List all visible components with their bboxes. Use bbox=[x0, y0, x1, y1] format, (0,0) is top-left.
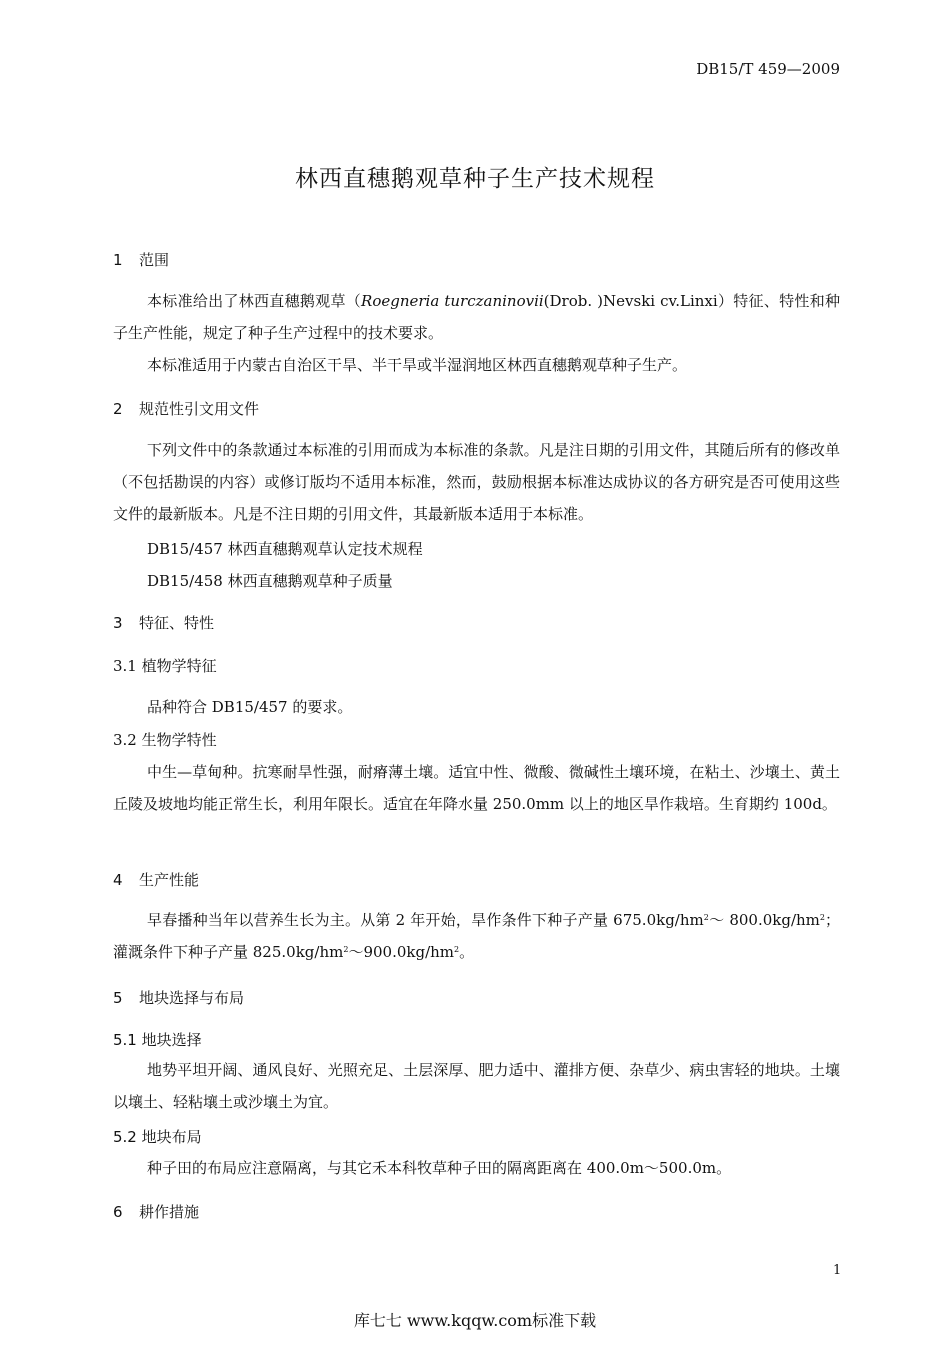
text: 。 bbox=[459, 943, 475, 961]
footer-watermark: 库七七 www.kqqw.com标准下载 bbox=[353, 1311, 597, 1330]
subsection-3-2-text: 中生—草甸种。抗寒耐旱性强，耐瘠薄土壤。适宜中性、微酸、微碱性土壤环境，在粘土、沙壤土、黄土丘陵及坡地均能正常生长，利用年限长。适宜在年降水量 250.0mm 以上的地区旱作栽培。生育期约 100d。 bbox=[113, 763, 840, 813]
subsection-5-1-heading: 5.1 地块选择 bbox=[113, 1031, 202, 1049]
subsection-3-2-heading: 3.2 生物学特性 bbox=[113, 731, 217, 749]
section-number: 4 bbox=[113, 871, 123, 889]
section-title: 特征、特性 bbox=[139, 614, 215, 632]
section-5-heading bbox=[113, 987, 244, 1008]
section-number: 6 bbox=[113, 1203, 123, 1221]
standard-code: DB15/T 459—2009 bbox=[696, 60, 840, 78]
section-number: 1 bbox=[113, 251, 123, 269]
section-3-heading bbox=[113, 612, 214, 633]
superscript: 2 bbox=[703, 913, 709, 922]
latin-name: Roegneria turczaninovii bbox=[361, 292, 544, 310]
page-number: 1 bbox=[833, 1263, 842, 1278]
subsection-5-2-text: 种子田的布局应注意隔离，与其它禾本科牧草种子田的隔离距离在 400.0m～500.0m。 bbox=[147, 1159, 732, 1177]
text: ～900.0kg/hm bbox=[348, 943, 455, 961]
section-4-paragraph bbox=[113, 904, 840, 968]
section-1-heading bbox=[113, 249, 169, 270]
section-2-heading bbox=[113, 398, 259, 419]
section-number: 3 bbox=[113, 614, 123, 632]
reference-1: DB15/457 林西直穗鹅观草认定技术规程 bbox=[147, 540, 423, 558]
section-4-heading bbox=[113, 869, 199, 890]
section-1-paragraph-1 bbox=[113, 285, 840, 349]
text: 本标准给出了林西直穗鹅观草（ bbox=[147, 292, 362, 310]
section-2-paragraph: 下列文件中的条款通过本标准的引用而成为本标准的条款。凡是注日期的引用文件，其随后所有的修改单（不包括勘误的内容）或修订版均不适用本标准，然而，鼓励根据本标准达成协议的各方研究是否可使用这些文件的最新版本。凡是不注日期的引用文件，其最新版本适用于本标准。 bbox=[113, 441, 840, 523]
subsection-3-1-text: 品种符合 DB15/457 的要求。 bbox=[147, 698, 353, 716]
subsection-5-1-text: 地势平坦开阔、通风良好、光照充足、土层深厚、肥力适中、灌排方便、杂草少、病虫害轻的地块。土壤以壤土、轻粘壤土或沙壤土为宜。 bbox=[113, 1061, 840, 1111]
section-6-heading bbox=[113, 1201, 199, 1222]
section-title: 耕作措施 bbox=[139, 1203, 200, 1221]
reference-2: DB15/458 林西直穗鹅观草种子质量 bbox=[147, 572, 393, 590]
subsection-3-1-heading: 3.1 植物学特征 bbox=[113, 657, 217, 675]
section-title: 范围 bbox=[139, 251, 170, 269]
section-number: 5 bbox=[113, 989, 123, 1007]
document-title: 林西直穗鹅观草种子生产技术规程 bbox=[295, 166, 655, 192]
superscript: 2 bbox=[454, 945, 460, 954]
text: 早春播种当年以营养生长为主。从第 2 年开始，旱作条件下种子产量 675.0kg/hm bbox=[147, 911, 704, 929]
text: ；灌溉条件下种子产量 825.0kg/hm bbox=[113, 911, 840, 961]
superscript: 2 bbox=[343, 945, 349, 954]
section-title: 地块选择与布局 bbox=[139, 989, 245, 1007]
section-number: 2 bbox=[113, 400, 123, 418]
subsection-5-2-heading: 5.2 地块布局 bbox=[113, 1128, 202, 1146]
section-title: 规范性引文用文件 bbox=[139, 400, 260, 418]
section-1-paragraph-2: 本标准适用于内蒙古自治区干旱、半干旱或半湿润地区林西直穗鹅观草种子生产。 bbox=[147, 356, 688, 374]
superscript: 2 bbox=[819, 913, 825, 922]
section-title: 生产性能 bbox=[139, 871, 200, 889]
text: (Drob. )Nevski cv.Linxi）特征、特性和种子生产性能，规定了种子生产过程中的技术要求。 bbox=[113, 292, 840, 342]
text: ～ 800.0kg/hm bbox=[708, 911, 820, 929]
